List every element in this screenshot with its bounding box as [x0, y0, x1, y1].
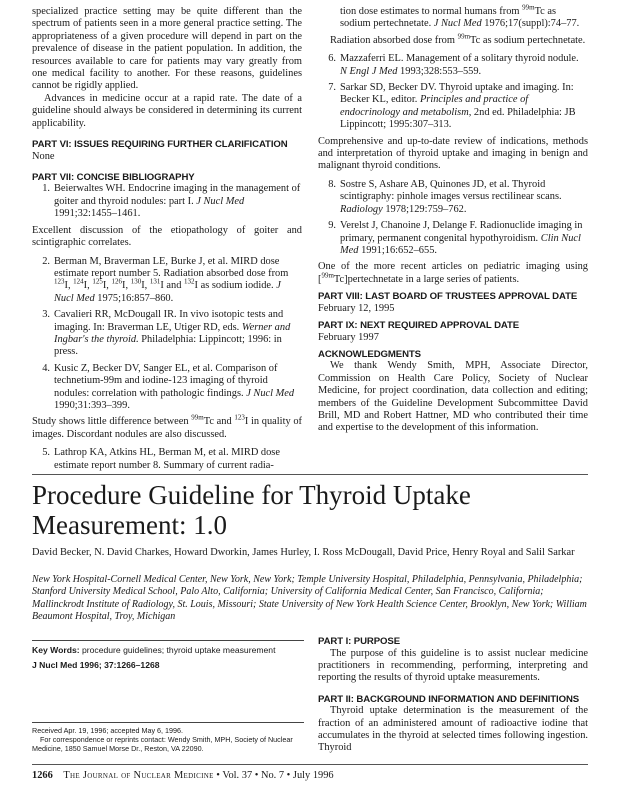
article-title: Procedure Guideline for Thyroid Uptake Measurement: 1.0 — [32, 480, 471, 540]
affiliation-list: New York Hospital-Cornell Medical Center, New York, New York; Temple University Hospital, Philadelphia, Pennsylvania, Philadelphia; Stanford University Medical School, Palo Alto, California; University of California Medical Center, San Francisco, California; Mallinckrodt Institute of Radiology, St. Louis, Missouri; State University of New York Health Science Center, Brooklyn, New York; William Beaumont Hospital, Troy, Michigan — [32, 574, 587, 623]
issue-info: • Vol. 37 • No. 7 • July 1996 — [216, 770, 334, 781]
reference-item: 6. Mazzaferri EL. Management of a solitary thyroid nodule. N Engl J Med 1993;328:553–559. — [328, 53, 579, 77]
left-column — [32, 6, 302, 476]
reference-note: One of the more recent articles on pediatric imaging using [$^{99m}$Tc]pertechnetate in a large series of patients. — [318, 261, 588, 285]
author-list: David Becker, N. David Charkes, Howard Dworkin, James Hurley, I. Ross McDougall, David Price, Henry Royal and Salil Sarkar — [32, 547, 575, 558]
section-heading: PART IX: NEXT REQUIRED APPROVAL DATE — [318, 320, 520, 332]
divider — [32, 764, 588, 765]
section-heading: PART I: PURPOSE — [318, 636, 401, 647]
section-heading: ACKNOWLEDGMENTS — [318, 348, 421, 360]
keywords-label: Key Words: — [32, 645, 80, 655]
reference-note: Excellent discussion of the etiopathology of goiter and scintigraphic correlates. — [32, 224, 302, 249]
section-heading: PART VI: ISSUES REQUIRING FURTHER CLARIFICATION — [32, 139, 288, 151]
reference-note: Comprehensive and up-to-date review of indications, methods and interpretation of thyroid uptake and imaging in benign and malignant thyroid conditions. — [318, 135, 588, 172]
acknowledgments-body: We thank Wendy Smith, MPH, Associate Director, Commission on Health Care Policy, Society of Nuclear Medicine, for project coordination, data collection and editing; members of the Guideline Development Subcommittee David Brill, MD and Robert Hattner, MD who contributed their time and expertise to the development of this information. — [318, 360, 588, 434]
reference-note: Study shows little difference between $^{99m}$Tc and $^{123}$I in quality of images. Discordant nodules are also discussed. — [32, 413, 302, 440]
reference-item: 5. Lathrop KA, Atkins HL, Berman M, et al. MIRD dose estimate report number 8. Summary of current radia- — [42, 447, 280, 471]
section-heading: PART II: BACKGROUND INFORMATION AND DEFINITIONS — [318, 693, 580, 705]
reference-note: Radiation absorbed dose from $^{99m}$Tc as sodium pertechnetate. — [330, 32, 586, 46]
bibliography-list — [318, 3, 588, 31]
reference-item: 7. Sarkar SD, Becker DV. Thyroid uptake and imaging. In: Becker KL, editor. Principles and practice of endocrinology and metabolism, 2nd ed. Philadelphia: JB Lippincott; 1995:307–313. — [328, 82, 576, 131]
section-body: The purpose of this guideline is to assist nuclear medicine practitioners in recommending, performing, interpreting and reporting the results of thyroid uptake measurements. — [318, 647, 588, 684]
reference-item: 3. Cavalieri RR, McDougall IR. In vivo isotopic tests and imaging. In: Braverman LE, Utiger RD, eds. Werner and Ingbar's the thyroid. Philadelphia: Lippincott; 1996: in press. — [42, 309, 291, 358]
reference-item: 2. Berman M, Braverman LE, Burke J, et al. MIRD dose estimate report number 5. Radiation absorbed dose from $^{123}$I, $^{124}$I, $^{125}$I, $^{126}$I, $^{130}$I, $^{131}$I and $^{132}$I as sodium iodide. J Nucl Med 1975;16:857–860. — [42, 255, 289, 304]
paragraph: Advances in medicine occur at a rapid rate. The date of a guideline should always be considered in determining its current applicability. — [32, 92, 302, 129]
divider — [32, 474, 588, 475]
correspondence-contact: For correspondence or reprints contact: Wendy Smith, MPH, Society of Nuclear Medicine, 1850 Samuel Morse Dr., Reston, VA 22090. — [32, 735, 293, 754]
reference-item-continued: tion dose estimates to normal humans from $^{99m}$Tc as sodium pertechnetate. J Nucl Med 1976;17(suppl):74–77. — [340, 3, 580, 30]
bibliography-list — [32, 183, 302, 220]
bibliography-list — [32, 447, 302, 472]
reference-item: 8. Sostre S, Ashare AB, Quinones JD, et al. Thyroid scintigraphy: pinhole images versus rectilinear scans. Radiology 1978;129:759–762. — [328, 178, 562, 215]
right-column-bottom — [318, 636, 588, 755]
reference-item: 4. Kusic Z, Becker DV, Sanger EL, et al. Comparison of technetium-99m and iodine-123 imaging of thyroid nodules: correlation with pathologic findings. J Nucl Med 1990;31:393–399. — [42, 362, 295, 411]
reference-item: 1. Beierwaltes WH. Endocrine imaging in the management of goiter and thyroid nodules: part I. J Nucl Med 1991;32:1455–1461. — [42, 183, 301, 220]
paragraph: specialized practice setting may be quite different than the spectrum of patients seen in a more general practice setting. The appropriateness of a given procedure will depend in part on the prevalence of disease in the patient population. In addition, the resources available to care for patients may vary greatly from one medical facility to another. For these reasons, guidelines cannot be rigidly applied. — [32, 6, 302, 92]
received-note — [32, 722, 304, 754]
bibliography-list — [32, 256, 302, 413]
journal-name: The Journal of Nuclear Medicine — [63, 770, 214, 781]
section-body: February 12, 1995 — [318, 302, 395, 314]
page-number: 1266 — [32, 770, 53, 781]
keywords-box — [32, 640, 304, 671]
section-body: February 1997 — [318, 331, 379, 343]
bibliography-list — [318, 179, 588, 257]
right-column — [318, 3, 588, 435]
keywords-text: procedure guidelines; thyroid uptake measurement — [81, 645, 276, 655]
section-heading: PART VII: CONCISE BIBLIOGRAPHY — [32, 171, 195, 183]
citation: J Nucl Med 1996; 37:1266–1268 — [32, 660, 160, 670]
page-footer — [32, 769, 588, 782]
section-body: None — [32, 150, 55, 162]
reference-item: 9. Verelst J, Chanoine J, Delange F. Radionuclide imaging in primary, permanent congenital hypothyroidism. Clin Nucl Med 1991;16:652–655. — [328, 220, 583, 256]
bibliography-list — [318, 53, 588, 131]
received-dates: Received Apr. 19, 1996; accepted May 6, 1996. — [32, 726, 184, 735]
section-heading: PART VIII: LAST BOARD OF TRUSTEES APPROVAL DATE — [318, 291, 578, 303]
section-body: Thyroid uptake determination is the measurement of the fraction of an administered amount of radioactive iodine that accumulates in the thyroid at selected times following ingestion. Thyroid — [318, 705, 588, 754]
